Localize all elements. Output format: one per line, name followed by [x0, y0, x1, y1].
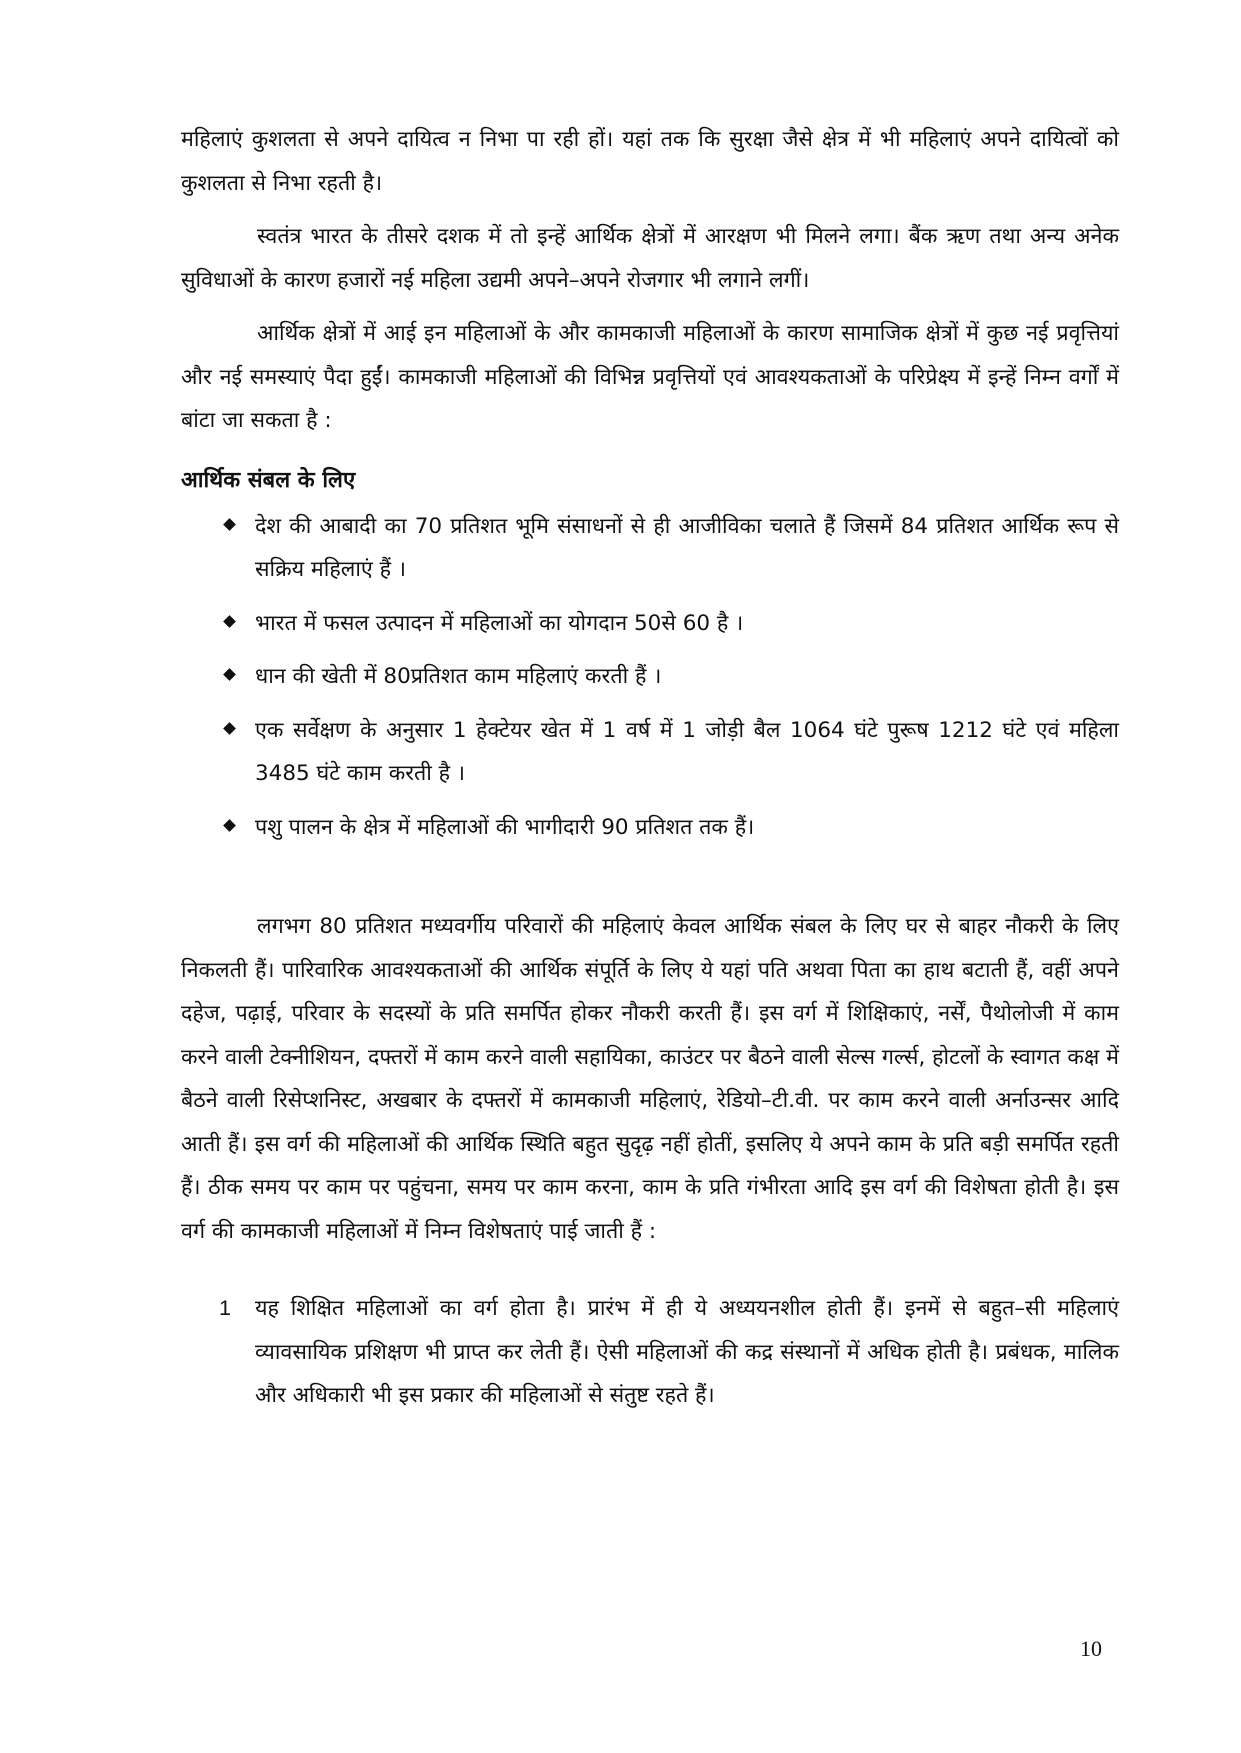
bullet-item: [181, 806, 1119, 850]
numbered-list: [181, 1287, 1119, 1418]
bullet-list: [181, 505, 1119, 850]
section-heading: आर्थिक संबल के लिए: [181, 467, 356, 493]
numbered-item: [181, 1287, 1119, 1418]
bullet-text: धान की खेती में 80प्रतिशत काम महिलाएं करती हैं ।: [255, 664, 662, 689]
bullet-text: पशु पालन के क्षेत्र में महिलाओं की भागीदारी 90 प्रतिशत तक हैं।: [255, 814, 755, 840]
paragraph-trends: आर्थिक क्षेत्रों में आई इन महिलाओं के और कामकाजी महिलाओं के कारण सामाजिक क्षेत्रों में कुछ नई प्रवृत्तियां और नई समस्याएं पैदा हुईं। कामकाजी महिलाओं की विभिन्न प्रवृत्तियों एवं आवश्यकताओं के परिप्रेक्ष्य में इन्हें निम्न वर्गों में बांटा जा सकता है :: [181, 321, 1119, 433]
paragraph-reservation: स्वतंत्र भारत के तीसरे दशक में तो इन्हें आर्थिक क्षेत्रों में आरक्षण भी मिलने लगा। बैंक ऋण तथा अन्य अनेक सुविधाओं के कारण हजारों नई महिला उद्यमी अपने–अपने रोजगार भी लगाने लगीं।: [181, 224, 1119, 293]
diamond-bullet-icon: [223, 518, 236, 531]
bullet-item: [181, 602, 1119, 646]
diamond-bullet-icon: [223, 615, 236, 628]
item-number: 1: [219, 1296, 231, 1320]
bullet-item: [181, 709, 1119, 796]
diamond-bullet-icon: [223, 819, 236, 832]
diamond-bullet-icon: [223, 722, 236, 735]
bullet-text: एक सर्वेक्षण के अनुसार 1 हेक्टेयर खेत में 1 वर्ष में 1 जोड़ी बैल 1064 घंटे पुरूष 1212 घंटे एवं महिला 3485 घंटे काम करती है ।: [255, 717, 1119, 786]
diamond-bullet-icon: [223, 668, 236, 681]
page-number: 10: [1080, 1636, 1102, 1661]
bullet-item: [181, 505, 1119, 592]
paragraph-middle-class: लगभग 80 प्रतिशत मध्यवर्गीय परिवारों की महिलाएं केवल आर्थिक संबल के लिए घर से बाहर नौकरी के लिए निकलती हैं। पारिवारिक आवश्यकताओं की आर्थिक संपूर्ति के लिए ये यहां पति अथवा पिता का हाथ बटाती हैं, वहीं अपने दहेज, पढ़ाई, परिवार के सदस्यों के प्रति समर्पित होकर नौकरी करती हैं। इस वर्ग में शिक्षिकाएं, नर्सें, पैथोलोजी में काम करने वाली टेक्नीशियन, दफ्तरों में काम करने वाली सहायिका, काउंटर पर बैठने वाली सेल्स गर्ल्स, होटलों के स्वागत कक्ष में बैठने वाली रिसेप्शनिस्ट, अखबार के दफ्तरों में कामकाजी महिलाएं, रेडियो–टी.वी. पर काम करने वाली अर्नाउन्सर आदि आती हैं। इस वर्ग की महिलाओं की आर्थिक स्थिति बहुत सुदृढ़ नहीं होतीं, इसलिए ये अपने काम के प्रति बड़ी समर्पित रहती हैं। ठीक समय पर काम पर पहुंचना, समय पर काम करना, काम के प्रति गंभीरता आदि इस वर्ग की विशेषता होती है। इस वर्ग की कामकाजी महिलाओं में निम्न विशेषताएं पाई जाती हैं :: [181, 914, 1119, 1244]
bullet-text: देश की आबादी का 70 प्रतिशत भूमि संसाधनों से ही आजीविका चलाते हैं जिसमें 84 प्रतिशत आर्थिक रूप से सक्रिय महिलाएं हैं ।: [255, 513, 1119, 582]
bullet-item: [181, 655, 1119, 699]
document-page: [181, 118, 1119, 1418]
bullet-text: भारत में फसल उत्पादन में महिलाओं का योगदान 50से 60 है ।: [255, 610, 744, 636]
paragraph-continuation: महिलाएं कुशलता से अपने दायित्व न निभा पा रही हों। यहां तक कि सुरक्षा जैसे क्षेत्र में भी महिलाएं अपने दायित्वों को कुशलता से निभा रहती है।: [181, 127, 1119, 196]
numbered-text: यह शिक्षित महिलाओं का वर्ग होता है। प्रारंभ में ही ये अध्ययनशील होती हैं। इनमें से बहुत–सी महिलाएं व्यावसायिक प्रशिक्षण भी प्राप्त कर लेती हैं। ऐसी महिलाओं की कद्र संस्थानों में अधिक होती है। प्रबंधक, मालिक और अधिकारी भी इस प्रकार की महिलाओं से संतुष्ट रहते हैं।: [255, 1296, 1119, 1408]
